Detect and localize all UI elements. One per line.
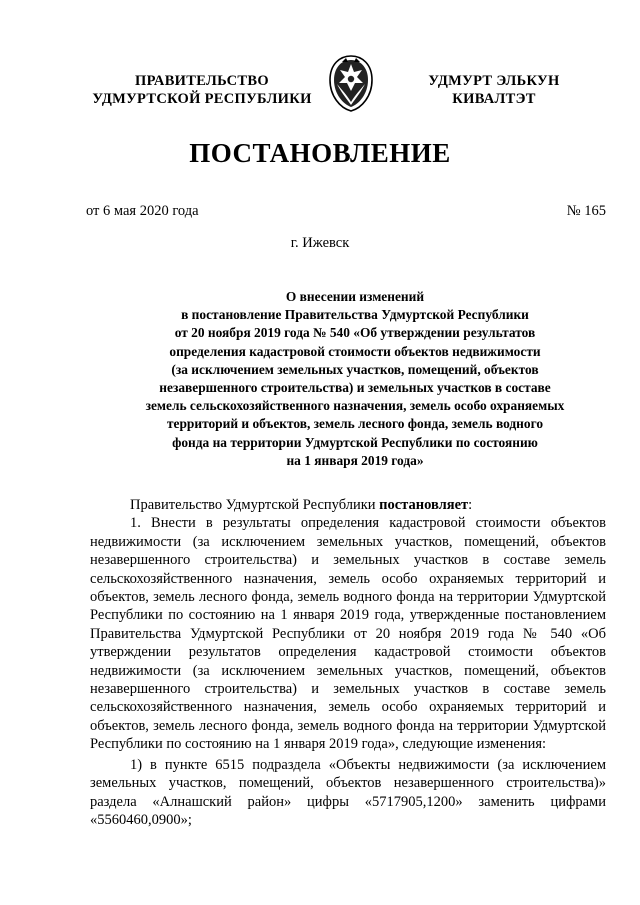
intro-end: :	[468, 497, 473, 513]
subject-line: в постановление Правительства Удмуртской Республики	[181, 307, 529, 323]
subject-line: земель сельскохозяйственного назначения, земель особо охраняемых	[145, 398, 565, 414]
subject-line: незавершенного строительства) и земельных участков в составе	[159, 380, 551, 396]
issuer-udmurt-line1: УДМУРТ ЭЛЬКУН	[428, 73, 560, 89]
document-city: г. Ижевск	[290, 235, 350, 251]
subject-line: территорий и объектов, земель лесного фонда, земель водного	[166, 416, 544, 432]
subject-line: О внесении изменений	[285, 289, 425, 304]
document-number: № 165	[566, 203, 606, 219]
subject-line: на 1 января 2019 года»	[286, 452, 424, 468]
intro-text: Правительство Удмуртской Республики	[130, 497, 380, 513]
issuer-russian-line2: УДМУРТСКОЙ РЕСПУБЛИКИ	[92, 91, 312, 107]
subject-line: фонда на территории Удмуртской Республики по состоянию	[172, 434, 538, 450]
subject-line: определения кадастровой стоимости объектов недвижимости	[169, 343, 541, 359]
issuer-russian	[86, 72, 318, 108]
document-subject	[120, 288, 590, 470]
issuer-russian-line1: ПРАВИТЕЛЬСТВО	[135, 73, 269, 89]
subject-line: от 20 ноября 2019 года № 540 «Об утверждении результатов	[174, 325, 536, 341]
intro-paragraph	[90, 496, 606, 514]
issuer-udmurt-line2: КИВАЛТЭТ	[452, 91, 536, 107]
udmurtia-emblem-icon	[328, 54, 374, 112]
paragraph-1-1: 1) в пункте 6515 подраздела «Объекты недвижимости (за исключением земельных участков, помещений, объектов незавершенного строительства)» раздела «Алнашский район» цифры «5717905,1200» заменить цифрами «5560460,0900»;	[90, 756, 606, 828]
document-body	[90, 496, 606, 829]
subject-line: (за исключением земельных участков, помещений, объектов	[171, 361, 539, 377]
document-date: от 6 мая 2020 года	[86, 203, 199, 219]
intro-bold: постановляет	[379, 497, 469, 513]
paragraph-1: 1. Внести в результаты определения кадастровой стоимости объектов недвижимости (за исключением земельных участков, помещений, объектов незавершенного строительства) и земельных участков в составе земель сельскохозяйственного назначения, земель особо охраняемых территорий и объектов, земель лесного фонда, земель водного фонда на территории Удмуртской Республики по состоянию на 1 января 2019 года, утвержденные постановлением Правительства Удмуртской Республики от 20 ноября 2019 года № 540 «Об утверждении результатов определения кадастровой стоимости объектов недвижимости (за исключением земельных участков, помещений, объектов незавершенного строительства) и земельных участков в составе земель сельскохозяйственного назначения, земель особо охраняемых территорий и объектов, земель лесного фонда, земель водного фонда на территории Удмуртской Республики по состоянию на 1 января 2019 года», следующие изменения:	[90, 515, 606, 753]
document-title: ПОСТАНОВЛЕНИЕ	[189, 138, 451, 168]
issuer-udmurt	[420, 72, 568, 108]
